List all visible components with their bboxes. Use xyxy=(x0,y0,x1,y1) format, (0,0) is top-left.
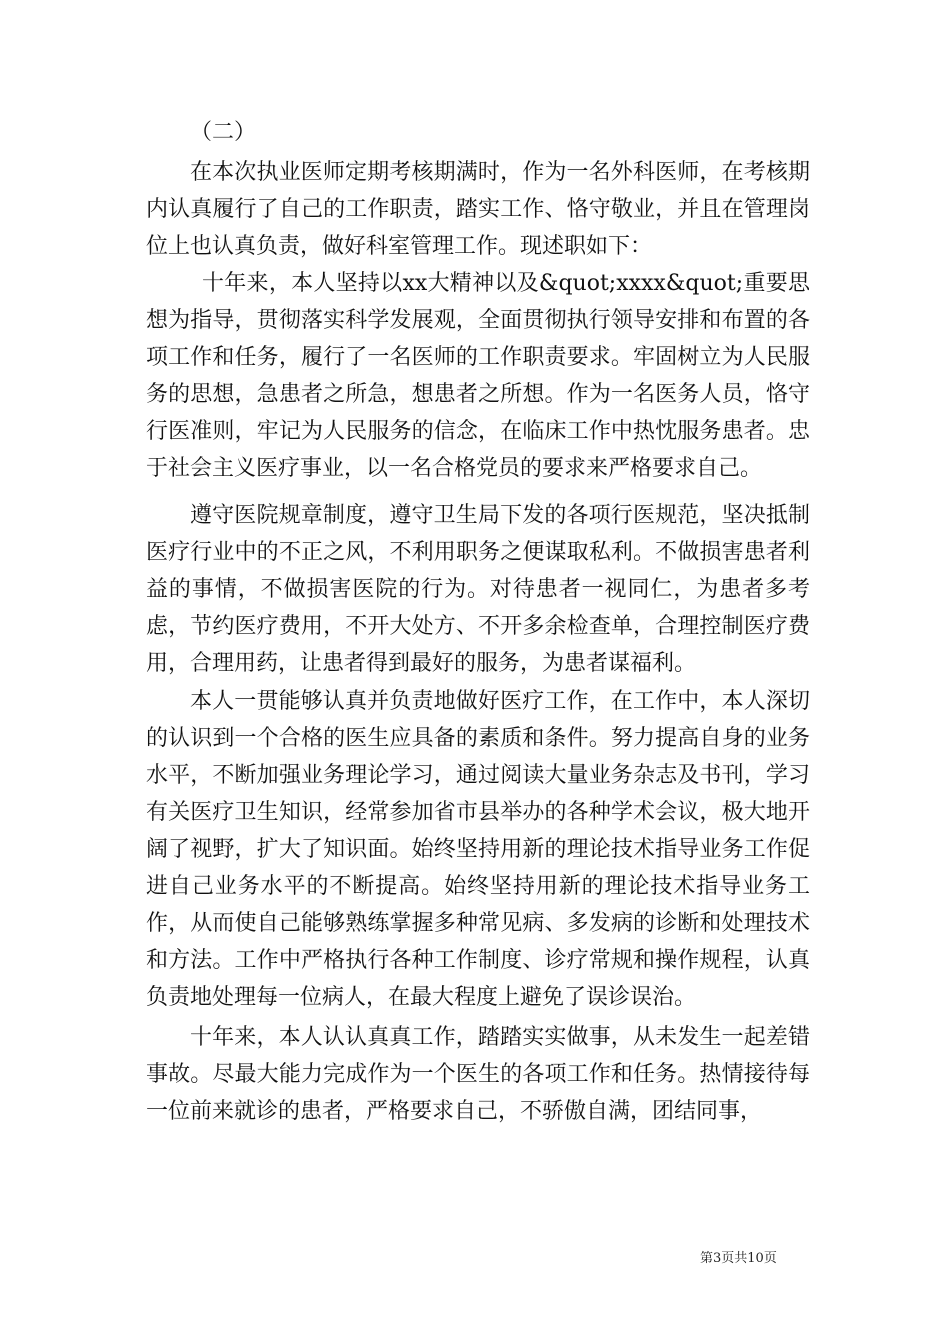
page-number: 第3页共10页 xyxy=(700,1251,777,1266)
paragraph-4: 本人一贯能够认真并负责地做好医疗工作，在工作中，本人深切的认识到一个合格的医生应具备的素质和条件。努力提高自身的业务水平，不断加强业务理论学习，通过阅读大量业务杂志及书刊，学习有关医疗卫生知识，经常参加省市县举办的各种学术会议，极大地开阔了视野，扩大了知识面。始终坚持用新的理论技术指导业务工作促进自己业务水平的不断提高。始终坚持用新的理论技术指导业务工作，从而使自己能够熟练掌握多种常见病、多发病的诊断和处理技术和方法。工作中严格执行各种工作制度、诊疗常规和操作规程，认真负责地处理每一位病人，在最大程度上避免了误诊误治。 xyxy=(146,689,810,1010)
paragraph-2: 十年来，本人坚持以xx大精神以及&quot;xxxx&quot;重要思想为指导，贯彻落实科学发展观，全面贯彻执行领导安排和布置的各项工作和任务，履行了一名医师的工作职责要求。牢固树立为人民服务的思想，急患者之所急，想患者之所想。作为一名医务人员，恪守行医准则，牢记为人民服务的信念，在临床工作中热忱服务患者。忠于社会主义医疗事业，以一名合格党员的要求来严格要求自己。 xyxy=(146,271,810,481)
section-heading: （二） xyxy=(190,120,257,145)
paragraph-3: 遵守医院规章制度，遵守卫生局下发的各项行医规范，坚决抵制医疗行业中的不正之风，不利用职务之便谋取私利。不做损害患者利益的事情，不做损害医院的行为。对待患者一视同仁，为患者多考虑，节约医疗费用，不开大处方、不开多余检查单，合理控制医疗费用，合理用药，让患者得到最好的服务，为患者谋福利。 xyxy=(146,503,810,676)
document-body xyxy=(146,114,810,1130)
paragraph-1: 在本次执业医师定期考核期满时，作为一名外科医师，在考核期内认真履行了自己的工作职责，踏实工作、恪守敬业，并且在管理岗位上也认真负责，做好科室管理工作。现述职如下： xyxy=(146,160,810,259)
paragraph-5: 十年来，本人认认真真工作，踏踏实实做事，从未发生一起差错事故。尽最大能力完成作为一个医生的各项工作和任务。热情接待每一位前来就诊的患者，严格要求自己，不骄傲自满，团结同事， xyxy=(146,1025,810,1124)
